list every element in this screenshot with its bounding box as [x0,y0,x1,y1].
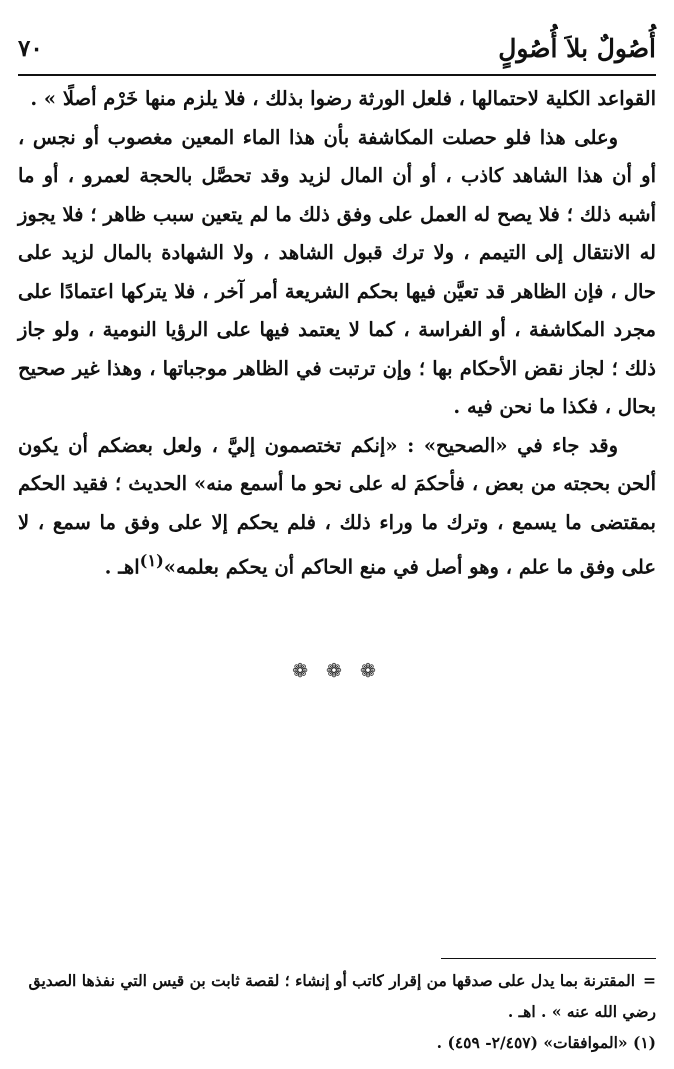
footnotes [18,965,656,1058]
paragraph-1: القواعد الكلية لاحتمالها ، فلعل الورثة رضوا بذلك ، فلا يلزم منها خَرْم أصلًا » . [30,87,656,110]
paragraph-3-end: اهـ . [104,555,140,579]
section-ornament: ❁ ❁ ❁ [292,660,382,682]
footnote-reference: (١) [139,551,164,570]
footnote-1: (١) «الموافقات» (٢/٤٥٧- ٤٥٩) . [436,1033,656,1052]
page-header [18,28,656,68]
page-number: ٧٠ [18,34,43,62]
footnote-continuation [18,965,656,1027]
footnote-continuation-text: المقترنة بما يدل على صدقها من إقرار كاتب أو إنشاء ؛ لقصة ثابت بن قيس التي نفذها الصديق رضي الله عنه » . اهـ . [28,971,656,1021]
running-title: أُصُولٌ بلاَ أُصُولٍ [498,33,656,63]
continuation-mark: = [643,971,656,990]
header-divider [18,74,656,76]
main-text [18,80,656,587]
paragraph-3-text: وقد جاء في «الصحيح» : «إنكم تختصمون إليَّ ، ولعل بعضكم أن يكون ألحن بحجته من بعض ، فأحكمَ له على نحو ما أسمع منه» الحديث ؛ فقيد الحكم بمقتضى ما يسمع ، وترك ما وراء ذلك ، فلم يحكم إلا على وفق ما سمع ، لا على وفق ما علم ، وهو أصل في منع الحاكم أن يحكم بعلمه» [18,433,656,579]
paragraph-2: وعلى هذا فلو حصلت المكاشفة بأن هذا الماء المعين مغصوب أو نجس ، أو أن هذا الشاهد كاذب ، أو أن المال لزيد وقد تحصَّل بالحجة لعمرو ، أو ما أشبه ذلك ؛ فلا يصح له العمل على وفق ذلك ما لم يتعين سبب ظاهر ؛ فلا يجوز له الانتقال إلى التيمم ، ولا ترك قبول الشاهد ، ولا الشهادة بالمال لزيد على حال ، فإن الظاهر قد تعيَّن فيها بحكم الشريعة أمر آخر ، فلا يتركها اعتمادًا على مجرد المكاشفة ، أو الفراسة ، كما لا يعتمد فيها على الرؤيا النومية ، ولو جاز ذلك ؛ لجاز نقض الأحكام بها ؛ وإن ترتبت في الظاهر موجباتها ، وهذا غير صحيح بحال ، فكذا ما نحن فيه . [18,125,656,418]
paragraph-3 [18,427,656,588]
footnote-divider [441,958,656,959]
